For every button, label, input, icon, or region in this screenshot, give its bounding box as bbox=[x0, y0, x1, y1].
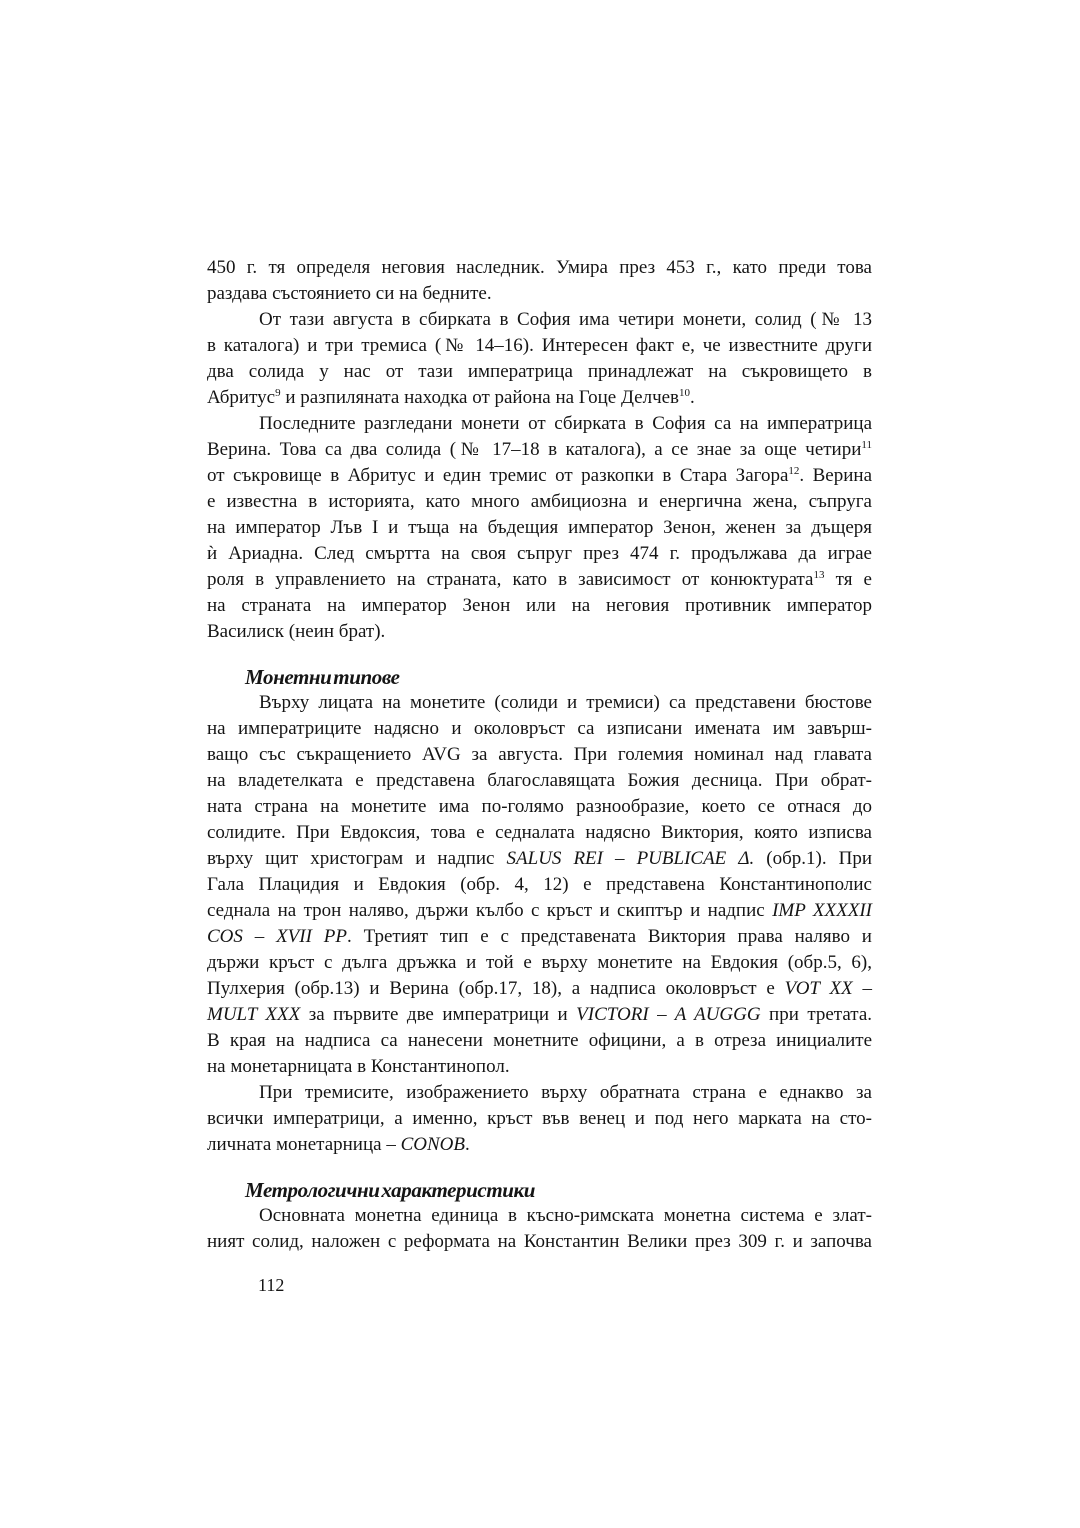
italic-text: SALUS REI – PUBLICAE Δ. bbox=[506, 848, 755, 869]
text-line bbox=[207, 794, 872, 820]
text-line bbox=[207, 820, 872, 846]
text-line bbox=[207, 489, 872, 515]
text-run: два солида у нас от тази императрица принадлежат на съкровището в bbox=[207, 361, 872, 382]
text-line bbox=[207, 619, 872, 645]
text-run: солидите. При Евдоксия, това е седналата надясно Виктория, която изписва bbox=[207, 822, 872, 843]
text-line bbox=[207, 1028, 872, 1054]
text-run: Верина. Това са два солида (№ 17–18 в каталога), а се знае за още четири bbox=[207, 439, 862, 460]
text-line bbox=[207, 307, 872, 333]
text-line bbox=[207, 411, 872, 437]
italic-text: COS – XVII PP bbox=[207, 926, 347, 947]
text-run: Последните разгледани монети от сбирката в София са на императрица bbox=[259, 413, 872, 434]
text-line bbox=[207, 333, 872, 359]
text-body bbox=[207, 255, 872, 1298]
text-run: ващо със съкращението AVG за августа. При големия номинал над главата bbox=[207, 744, 872, 765]
text-run: тя е bbox=[824, 569, 872, 590]
paragraph bbox=[207, 1080, 872, 1158]
text-run: При тремисите, изображението върху обратната страна е еднакво за bbox=[259, 1082, 872, 1103]
text-run: . Верина bbox=[799, 465, 872, 486]
text-run: От тази августа в сбирката в София има четири монети, солид (№ 13 bbox=[259, 309, 872, 330]
text-line bbox=[207, 1229, 872, 1255]
footnote-ref: 11 bbox=[861, 439, 872, 451]
text-line bbox=[207, 690, 872, 716]
text-line bbox=[207, 515, 872, 541]
text-run: всички императрици, а именно, кръст във венец и под него марката на сто- bbox=[207, 1108, 872, 1129]
text-line bbox=[207, 567, 872, 593]
text-line bbox=[207, 437, 872, 463]
text-run: ната страна на монетите има по-голямо разнообразие, което се отнася до bbox=[207, 796, 872, 817]
text-run: роля в управлението на страната, като в зависимост от конюктурата bbox=[207, 569, 814, 590]
text-line bbox=[207, 1054, 872, 1080]
text-run: в каталога) и три тремиса (№ 14–16). Интересен факт е, че известните други bbox=[207, 335, 872, 356]
text-run: при третата. bbox=[760, 1004, 872, 1025]
text-run: 450 г. тя определя неговия наследник. Умира през 453 г., като преди това bbox=[207, 257, 872, 278]
text-run: Василиск (неин брат). bbox=[207, 621, 386, 642]
text-line bbox=[207, 1080, 872, 1106]
text-run: седнала на трон наляво, държи кълбо с кръст и скиптър и надпис bbox=[207, 900, 773, 921]
text-run: Пулхерия (обр.13) и Верина (обр.17, 18), а надписа околовръст е bbox=[207, 978, 785, 999]
text-run: раздава състоянието си на бедните. bbox=[207, 283, 492, 304]
text-run: ният солид, наложен с реформата на Константин Велики през 309 г. и започва bbox=[207, 1231, 872, 1252]
text-line bbox=[207, 255, 872, 281]
section-heading: Монетни типове bbox=[245, 665, 400, 689]
footnote-ref: 12 bbox=[788, 465, 800, 477]
text-line bbox=[207, 463, 872, 489]
text-run: В края на надписа са нанесени монетните официни, а в отреза инициалите bbox=[207, 1030, 872, 1051]
text-line bbox=[207, 1203, 872, 1229]
text-run: от съкровище в Абритус и един тремис от разкопки в Стара Загора bbox=[207, 465, 789, 486]
text-line bbox=[207, 385, 872, 411]
text-run: на император Лъв I и тъща на бъдещия император Зенон, женен за дъщеря bbox=[207, 517, 872, 538]
section-heading: Метрологични характеристики bbox=[245, 1178, 536, 1202]
paragraph bbox=[207, 411, 872, 645]
text-line bbox=[207, 950, 872, 976]
text-line bbox=[207, 281, 872, 307]
text-line bbox=[207, 872, 872, 898]
text-line bbox=[207, 1106, 872, 1132]
text-run: на страната на император Зенон или на неговия противник император bbox=[207, 595, 872, 616]
text-line bbox=[207, 768, 872, 794]
paragraph bbox=[207, 690, 872, 1080]
text-line bbox=[207, 846, 872, 872]
text-run: (обр.1). При bbox=[754, 848, 873, 869]
paragraph bbox=[207, 307, 872, 411]
italic-text: VOT XX – bbox=[784, 978, 872, 999]
text-line bbox=[207, 1002, 872, 1028]
footnote-ref: 9 bbox=[275, 387, 281, 399]
text-run: върху щит христограм и надпис bbox=[207, 848, 507, 869]
italic-text: VICTORI – A AUGGG bbox=[576, 1004, 761, 1025]
text-line bbox=[207, 716, 872, 742]
text-line bbox=[207, 359, 872, 385]
italic-text: CONOB bbox=[400, 1134, 465, 1155]
text-run: на владетелката е представена благославящата Божия десница. При обрат- bbox=[207, 770, 872, 791]
text-run: Основната монетна единица в късно-римската монетна система е злат- bbox=[259, 1205, 872, 1226]
footnote-ref: 10 bbox=[679, 387, 691, 399]
italic-text: MULT XXX bbox=[207, 1004, 301, 1025]
text-line bbox=[207, 898, 872, 924]
text-run: за първите две императрици и bbox=[300, 1004, 577, 1025]
text-run: . bbox=[690, 387, 695, 408]
page-number: 112 bbox=[258, 1275, 285, 1295]
paragraph bbox=[207, 1203, 872, 1255]
text-run: . bbox=[464, 1134, 470, 1155]
text-line bbox=[207, 742, 872, 768]
text-line bbox=[207, 593, 872, 619]
text-run: ѝ Ариадна. След смъртта на своя съпруг през 474 г. продължава да играе bbox=[207, 543, 872, 564]
text-run: и разпиляната находка от района на Гоце Делчев bbox=[280, 387, 680, 408]
text-line bbox=[207, 541, 872, 567]
text-run: на монетарницата в Константинопол. bbox=[207, 1056, 510, 1077]
text-run: държи кръст с дълга дръжка и той е върху монетите на Евдокия (обр.5, 6), bbox=[207, 952, 872, 973]
text-run: личната монетарница – bbox=[207, 1134, 401, 1155]
text-line bbox=[207, 1132, 872, 1158]
text-run: е известна в историята, като много амбициозна и енергична жена, съпруга bbox=[207, 491, 872, 512]
footnote-ref: 13 bbox=[813, 569, 825, 581]
paragraph bbox=[207, 255, 872, 307]
text-line bbox=[207, 976, 872, 1002]
italic-text: IMP XXXXII bbox=[772, 900, 872, 921]
text-run: Гала Плацидия и Евдокия (обр. 4, 12) е представена Константинополис bbox=[207, 874, 872, 895]
text-run: Абритус bbox=[207, 387, 276, 408]
text-run: . Третият тип е с представената Виктория права наляво и bbox=[347, 926, 872, 947]
text-run: на императриците надясно и околовръст са изписани имената им завърш- bbox=[207, 718, 872, 739]
text-run: Върху лицата на монетите (солиди и тремиси) са представени бюстове bbox=[259, 692, 872, 713]
text-line bbox=[207, 924, 872, 950]
